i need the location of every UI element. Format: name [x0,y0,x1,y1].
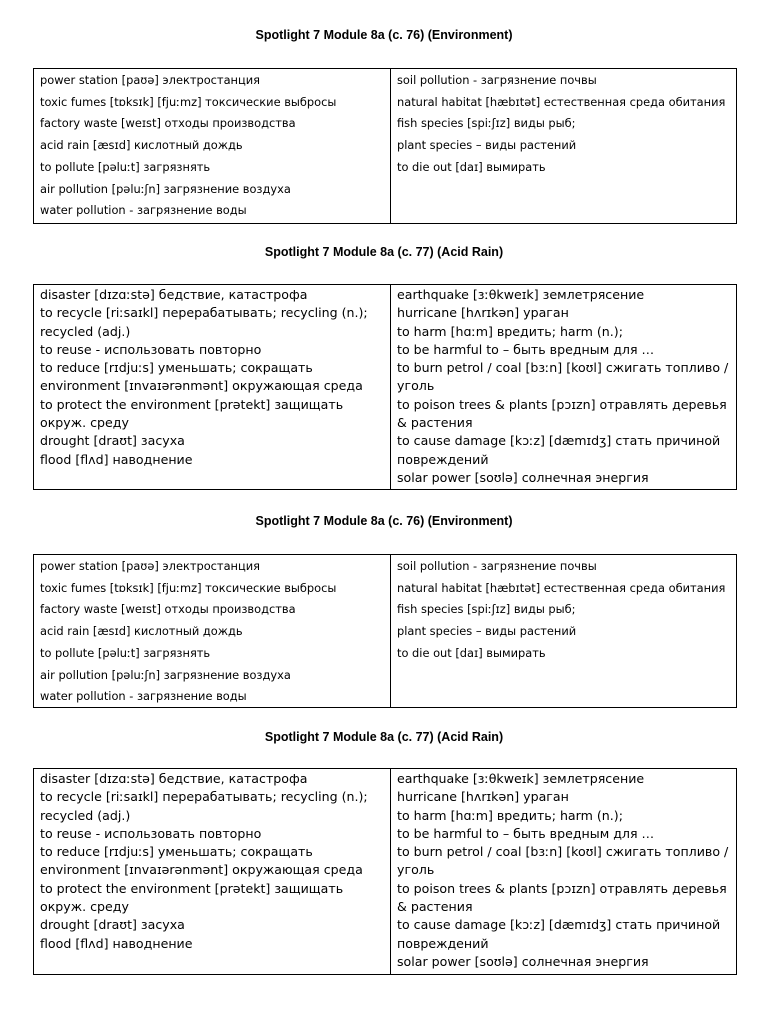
vocab-entry: to pollute [pəluːt] загрязнять [40,159,211,174]
vocab-entry: flood [flʌd] наводнение [40,935,193,951]
vocab-entry: hurricane [hʌrɪkən] ураган [397,305,569,321]
section-1-table [33,68,737,224]
vocab-entry: power station [paʊə] электростанция [40,559,260,573]
vocab-entry: disaster [dɪzɑːstə] бедствие, катастрофа [40,771,308,786]
section-2-heading: Spotlight 7 Module 8a (c. 77) (Acid Rain) [264,245,504,259]
section-4-right-column [391,769,736,974]
vocab-entry: environment [ɪnvaɪərənmənt] окружающая среда [40,862,363,878]
vocab-entry: acid rain [æsɪd] кислотный дождь [40,624,243,639]
section-1-left-column [34,69,391,223]
section-4-left-column [34,769,391,974]
vocab-entry: natural habitat [hæbɪtət] естественная среда обитания [397,94,726,109]
vocab-entry: acid rain [æsɪd] кислотный дождь [40,138,243,153]
vocab-entry: to recycle [riːsaɪkl] перерабатывать; recycling (n.); recycled (adj.) [40,305,368,339]
section-1-heading: Spotlight 7 Module 8a (c. 76) (Environment) [255,28,513,42]
vocab-entry: to harm [hɑːm] вредить; harm (n.); [397,807,623,823]
vocab-entry: plant species – виды растений [397,138,577,153]
section-3-table [33,554,737,708]
vocab-entry: solar power [soʊlə] солнечная энергия [397,953,649,969]
vocab-entry: to die out [daɪ] вымирать [397,159,546,174]
vocab-entry: to pollute [pəluːt] загрязнять [40,645,211,660]
vocab-entry: hurricane [hʌrɪkən] ураган [397,789,569,805]
vocab-entry: to harm [hɑːm] вредить; harm (n.); [397,323,623,339]
vocab-entry: air pollution [pəluːʃn] загрязнение воздуха [40,181,291,196]
section-4-heading: Spotlight 7 Module 8a (c. 77) (Acid Rain) [264,730,504,744]
vocab-entry: water pollution - загрязнение воды [40,203,247,218]
vocab-entry: drought [draʊt] засуха [40,917,185,933]
section-3-left-column [34,555,391,707]
section-1-right-column [391,69,736,223]
vocab-entry: flood [flʌd] наводнение [40,451,193,467]
vocab-entry: air pollution [pəluːʃn] загрязнение воздуха [40,667,291,682]
vocab-entry: to reuse - использовать повторно [40,341,262,357]
vocab-entry: to reduce [rɪdjuːs] уменьшать; сокращать [40,844,313,860]
vocab-entry: to protect the environment [prətekt] защищать окруж. среду [40,396,344,431]
vocab-entry: natural habitat [hæbɪtət] естественная среда обитания [397,580,726,595]
vocab-entry: to be harmful to – быть вредным для … [397,341,655,357]
section-2-right-column [391,285,736,489]
vocab-entry: environment [ɪnvaɪərənmənt] окружающая среда [40,378,363,394]
vocab-entry: to burn petrol / coal [bɜːn] [koʊl] сжигать топливо / уголь [397,844,729,878]
vocab-entry: soil pollution - загрязнение почвы [397,559,597,573]
section-3-right-column [391,555,736,707]
vocab-entry: disaster [dɪzɑːstə] бедствие, катастрофа [40,287,308,302]
vocab-entry: to poison trees & plants [pɔɪzn] отравлять деревья & растения [397,396,727,431]
vocab-entry: fish species [spiːʃɪz] виды рыб; [397,116,576,131]
vocab-entry: plant species – виды растений [397,624,577,639]
vocab-entry: to recycle [riːsaɪkl] перерабатывать; recycling (n.); recycled (adj.) [40,789,368,823]
section-4-table [33,768,737,975]
vocab-entry: to reduce [rɪdjuːs] уменьшать; сокращать [40,360,313,376]
vocab-entry: soil pollution - загрязнение почвы [397,73,597,87]
vocab-entry: earthquake [ɜːθkweɪk] землетрясение [397,287,645,302]
vocab-entry: to poison trees & plants [pɔɪzn] отравлять деревья & растения [397,880,727,915]
vocab-entry: drought [draʊt] засуха [40,433,185,449]
vocab-entry: factory waste [weɪst] отходы производства [40,602,296,617]
vocab-entry: earthquake [ɜːθkweɪk] землетрясение [397,771,645,786]
vocab-entry: solar power [soʊlə] солнечная энергия [397,469,649,485]
vocab-entry: fish species [spiːʃɪz] виды рыб; [397,602,576,617]
vocab-entry: to protect the environment [prətekt] защищать окруж. среду [40,880,344,915]
vocab-entry: to burn petrol / coal [bɜːn] [koʊl] сжигать топливо / уголь [397,360,729,394]
vocab-entry: power station [paʊə] электростанция [40,73,260,87]
vocab-entry: to cause damage [kɔːz] [dæmɪdʒ] стать причиной повреждений [397,917,721,951]
section-3-heading: Spotlight 7 Module 8a (c. 76) (Environment) [255,514,513,528]
vocab-entry: to reuse - использовать повторно [40,825,262,841]
vocab-entry: to be harmful to – быть вредным для … [397,825,655,841]
vocab-entry: toxic fumes [tɒksɪk] [fjuːmz] токсические выбросы [40,94,337,109]
section-2-table [33,284,737,490]
vocab-entry: to die out [daɪ] вымирать [397,645,546,660]
section-2-left-column [34,285,391,489]
vocab-entry: water pollution - загрязнение воды [40,689,247,704]
vocab-entry: toxic fumes [tɒksɪk] [fjuːmz] токсические выбросы [40,580,337,595]
vocab-entry: factory waste [weɪst] отходы производства [40,116,296,131]
vocab-entry: to cause damage [kɔːz] [dæmɪdʒ] стать причиной повреждений [397,433,721,467]
